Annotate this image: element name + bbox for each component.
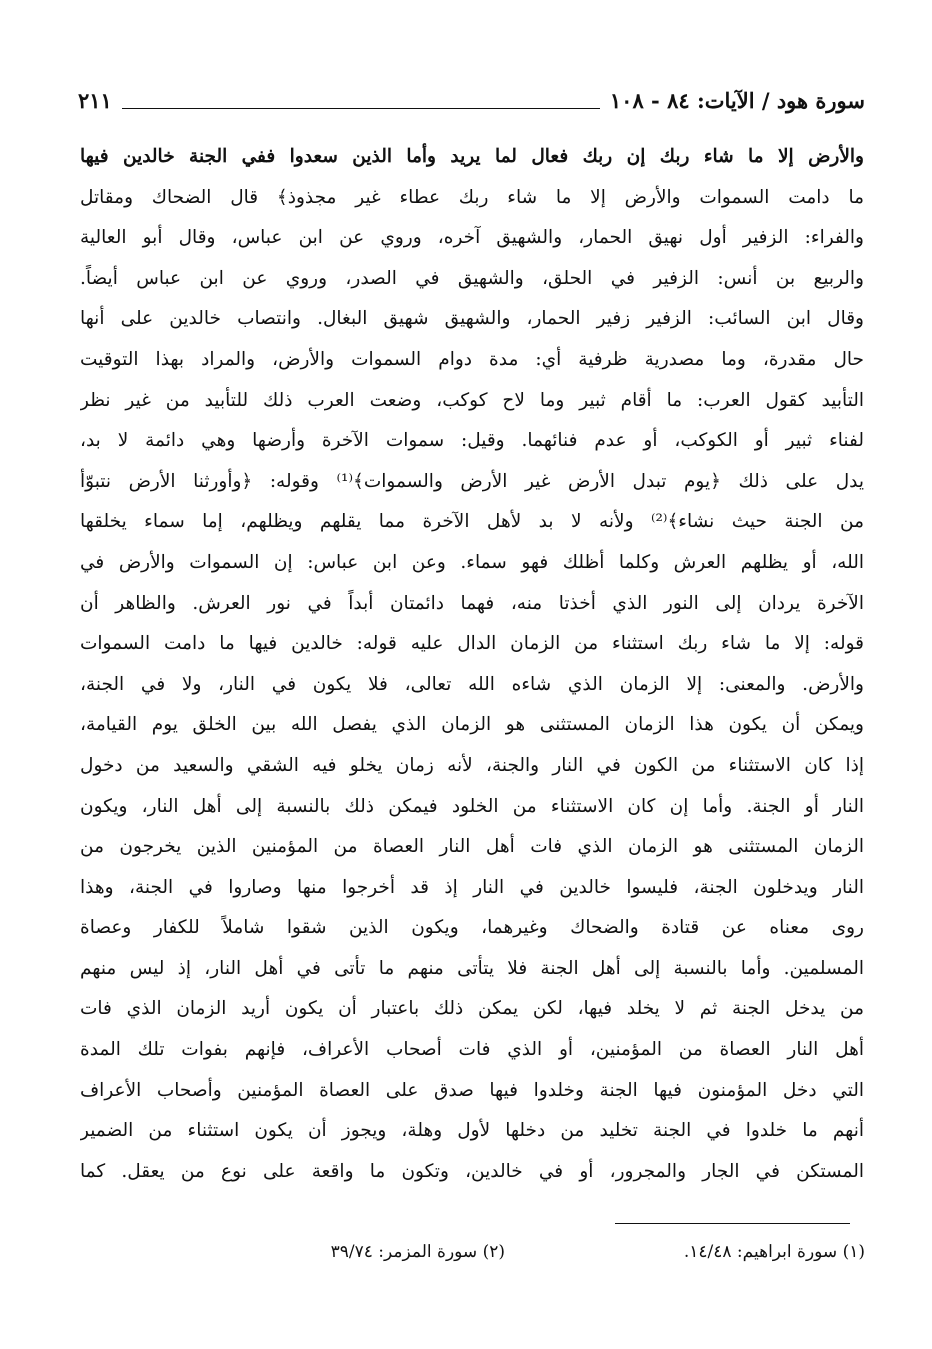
text-line: ما دامت السموات والأرض إلا ما شاء ربك عطاء غير مجذوذ﴾ قال الضحاك ومقاتل (80, 186, 864, 208)
text-line: الآخرة يردان إلى النور الذي أخذتا منه، فهما دائمتان أبداً في نور العرش. والظاهر أن (80, 592, 864, 614)
footnote-1: (١) سورة ابراهيم: ١٤/٤٨. (683, 1242, 865, 1262)
page-header (78, 82, 865, 118)
text-line: أنهم ما خلدوا في الجنة تخليد من دخلها لأول وهلة، ويجوز أن يكون استثناء من الضمير (80, 1120, 864, 1142)
text-line: من الجنة حيث نشاء﴾⁽²⁾ ولأنه لا بد لأهل الآخرة مما يقلهم ويظلهم، إما سماء يخلقها (80, 511, 864, 533)
text-line: والأرض إلا ما شاء ربك إن ربك فعال لما يريد وأما الذين سعدوا ففي الجنة خالدين فيها (80, 146, 864, 167)
text-line: لفناء ثبير أو الكوكب، أو عدم فنائهما. وقيل: سموات الآخرة وأرضها وهي دائمة لا بد، (80, 430, 864, 452)
text-line: النار ويدخلون الجنة، فليسوا خالدين في النار إذ قد أخرجوا منها وصاروا في الجنة، وهذا (80, 876, 864, 898)
page-number: ٢١١ (78, 87, 112, 113)
footnote-2: (٢) سورة المزمر: ٣٩/٧٤ (330, 1242, 505, 1262)
running-title: سورة هود / الآيات: ٨٤ - ١٠٨ (609, 87, 865, 113)
footnotes (150, 1237, 865, 1267)
header-rule (122, 108, 600, 109)
text-line: التأبيد كقول العرب: ما أقام ثبير وما لاح كوكب، وضعت العرب ذلك للتأبيد من غير نظر (80, 389, 864, 411)
text-line: وقال ابن السائب: الزفير زفير الحمار، والشهيق شهيق البغال. وانتصاب خالدين على أنها (80, 308, 864, 330)
text-line: والأرض. والمعنى: إلا الزمان الذي شاءه الله تعالى، فلا يكون في النار، ولا في الجنة، (80, 673, 864, 695)
text-line: ويمكن أن يكون هذا الزمان المستثنى هو الزمان الذي يفصل الله بين الخلق يوم القيامة، (80, 714, 864, 736)
text-line: والفراء: الزفير أول نهيق الحمار، والشهيق آخره، وروي عن ابن عباس، وقال أبو العالية (80, 227, 864, 249)
text-line: المسلمين. وأما بالنسبة إلى أهل الجنة فلا يتأتى منهم ما تأتى في أهل النار، إذ ليس منهم (80, 957, 864, 979)
text-line: المستكن في الجار والمجرور، أو في خالدين، وتكون ما واقعة على نوع من يعقل. كما (80, 1160, 864, 1182)
text-line: الزمان المستثنى هو الزمان الذي فات أهل النار العصاة من المؤمنين الذين يخرجون من (80, 836, 864, 858)
text-line: قوله: إلا ما شاء ربك استثناء من الزمان الدال عليه قوله: خالدين فيها ما دامت السموات (80, 633, 864, 655)
body-text (80, 137, 864, 1192)
text-line: يدل على ذلك ﴿يوم تبدل الأرض غير الأرض والسموات﴾⁽¹⁾ وقوله: ﴿وأورثنا الأرض نتبوّأ (80, 470, 864, 492)
text-line: من يدخل الجنة ثم لا يخلد فيها، لكن يمكن ذلك باعتبار أن يكون أريد الزمان الذي فات (80, 998, 864, 1020)
text-line: والربيع بن أنس: الزفير في الحلق، والشهيق في الصدر، وروي عن ابن عباس أيضاً. (80, 267, 864, 289)
footnote-rule (615, 1223, 850, 1224)
text-line: التي دخل المؤمنون فيها الجنة وخلدوا فيها صدق على العصاة المؤمنين وأصحاب الأعراف (80, 1079, 864, 1101)
text-line: النار أو الجنة. وأما إن كان الاستثناء من الخلود فيمكن ذلك بالنسبة إلى أهل النار، ويكون (80, 795, 864, 817)
text-line: إذا كان الاستثناء من الكون في النار والجنة، لأنه زمان يخلو فيه الشقي والسعيد من دخول (80, 754, 864, 776)
text-line: حال مقدرة، وما مصدرية ظرفية أي: مدة دوام السموات والأرض، والمراد بهذا التوقيت (80, 348, 864, 370)
text-line: الله، أو يظلهم العرش وكلما أظلك فهو سماء. وعن ابن عباس: إن السموات والأرض في (80, 551, 864, 573)
text-line: أهل النار العصاة من المؤمنين، أو الذي فات أصحاب الأعراف، فإنهم بفوات تلك المدة (80, 1039, 864, 1061)
text-line: روى معناه عن قتادة والضحاك وغيرهما، ويكون الذين شقوا شاملاً للكفار وعصاة (80, 917, 864, 939)
